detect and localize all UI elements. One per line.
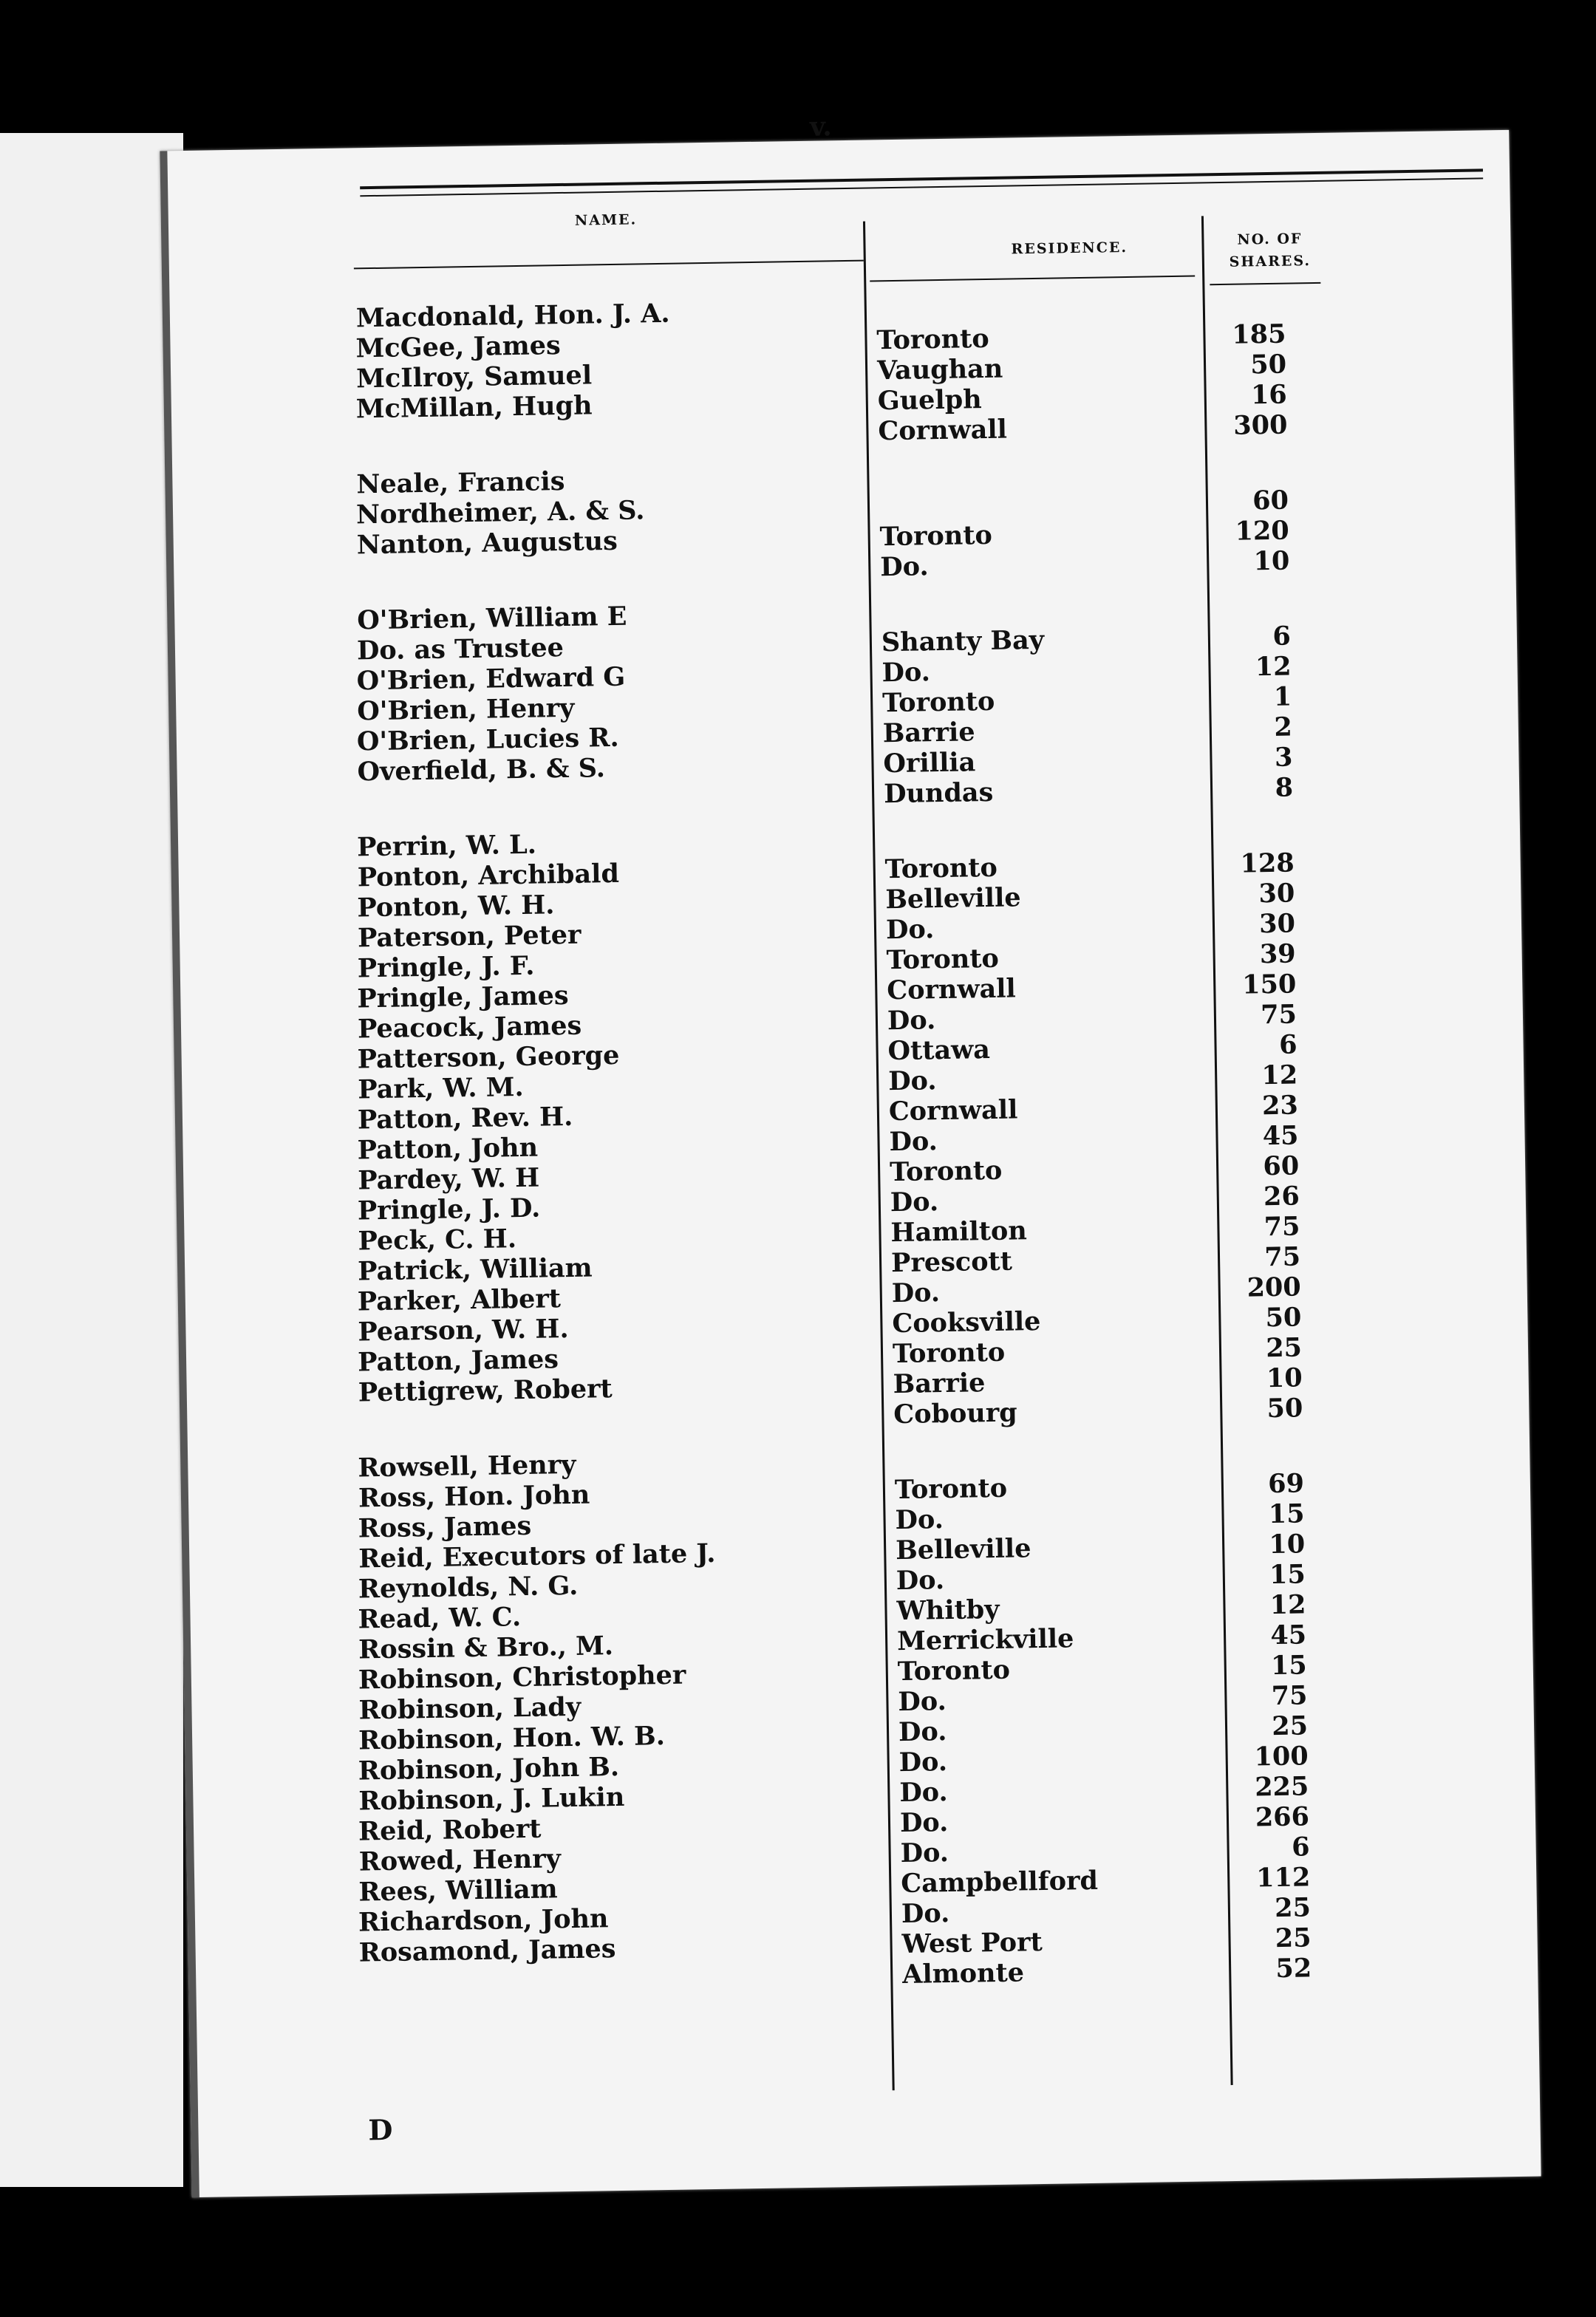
entry-name: Rossin & Bro., M. [358,1631,614,1665]
entry-shares: 10 [1269,1529,1306,1560]
facing-page-edge [0,133,183,2187]
entry-name: Reynolds, N. G. [358,1570,579,1605]
entry-residence: Barrie [893,1368,986,1400]
entry-residence: Dundas [883,777,994,810]
entry-residence: Vaughan [876,353,1003,386]
entry-name: Patrick, William [357,1252,593,1287]
entry-residence: Belleville [885,882,1021,915]
entry-shares: 128 [1240,847,1295,879]
entry-shares [1218,289,1285,290]
entry-residence: Prescott [890,1246,1013,1279]
entry-residence: Cobourg [893,1397,1018,1430]
entry-residence: Do. [898,1686,947,1718]
entry-shares: 12 [1261,1059,1298,1091]
entry-name: Neale, Francis [356,465,565,500]
entry-name: Robinson, Lady [358,1691,582,1726]
entry-residence: West Port [901,1927,1043,1960]
entry-residence: Do. [889,1126,938,1158]
entry-shares: 200 [1247,1272,1302,1303]
header-name: NAME. [574,211,638,229]
entry-residence: Do. [891,1277,941,1309]
entry-shares: 25 [1274,1892,1312,1924]
entry-name: Ponton, Archibald [357,858,620,893]
entry-shares: 50 [1250,349,1287,381]
entry-name: McMillan, Hugh [355,390,593,425]
entry-name: Ponton, W. H. [357,890,555,924]
entry-residence: Do. [901,1898,950,1930]
entry-residence: Belleville [895,1533,1031,1566]
entry-name: Nordheimer, A. & S. [355,495,645,530]
entry-residence: Toronto [897,1654,1011,1688]
entry-name: Pringle, J. D. [357,1192,541,1226]
entry-residence: Toronto [892,1337,1006,1370]
entry-shares: 10 [1266,1362,1303,1394]
entry-residence: Cornwall [887,973,1017,1006]
entry-name: Robinson, John B. [358,1752,620,1787]
entry-name: Reid, Executors of late J. [358,1538,716,1574]
entry-residence: Whitby [896,1594,1000,1627]
entry-name: Paterson, Peter [357,919,582,954]
entry-shares: 30 [1258,878,1295,910]
page-signature: v. [809,111,833,143]
entry-shares: 69 [1267,1468,1305,1500]
entry-shares: 2 [1274,712,1293,743]
entry-shares: 25 [1265,1332,1303,1364]
entry-residence: Guelph [877,384,982,417]
entry-residence: Cooksville [892,1306,1041,1340]
entry-shares: 100 [1254,1741,1309,1772]
entry-residence: Do. [895,1504,944,1536]
entry-shares: 12 [1269,1589,1306,1621]
entry-residence: Campbellford [900,1865,1099,1900]
entry-residence: Toronto [881,686,995,719]
entry-residence: Toronto [886,943,1000,976]
entry-residence: Do. [887,1065,937,1097]
entry-name: O'Brien, Lucies R. [356,722,619,757]
header-rule-shares [1210,282,1320,285]
entry-shares: 23 [1261,1090,1299,1122]
entry-residence: Almonte [901,1957,1025,1990]
entry-name: Patton, Rev. H. [357,1101,573,1136]
entry-shares [1237,1438,1303,1439]
entry-name: Peck, C. H. [358,1224,517,1257]
entry-residence: Barrie [882,717,975,749]
entry-residence: Do. [896,1565,945,1597]
entry-shares: 45 [1262,1120,1299,1152]
entry-name: Parker, Albert [357,1283,562,1317]
entry-residence: Do. [899,1777,948,1809]
entry-name: Robinson, J. Lukin [358,1781,625,1817]
entry-name: Overfield, B. & S. [357,753,606,788]
entry-shares: 6 [1291,1832,1310,1863]
entry-name: Richardson, John [358,1903,609,1938]
entry-shares: 60 [1252,485,1289,516]
entry-shares: 225 [1254,1771,1309,1803]
entry-name: Pringle, J. F. [357,950,535,984]
entry-residence: Ottawa [887,1034,991,1067]
entry-shares: 3 [1274,742,1293,773]
entry-shares: 50 [1266,1393,1303,1424]
entry-name: Pardey, W. H [357,1162,540,1196]
entry-residence: Do. [880,551,929,583]
header-rule-name [354,260,864,270]
entry-shares: 25 [1271,1710,1309,1742]
entry-residence: Toronto [894,1473,1008,1506]
entry-residence: Toronto [876,323,989,356]
entry-shares: 15 [1268,1498,1305,1530]
entry-shares: 120 [1235,515,1289,547]
entry-shares [1224,591,1290,592]
header-residence: RESIDENCE. [1011,239,1128,258]
entry-name: Pearson, W. H. [358,1314,569,1348]
entry-shares: 300 [1232,409,1288,441]
entry-shares: 185 [1232,318,1286,350]
entry-name: Rees, William [358,1874,558,1908]
entry-residence: Toronto [879,519,993,553]
entry-name: Robinson, Hon. W. B. [358,1721,666,1756]
entry-residence: Do. [881,657,931,689]
entry-name: Ross, James [358,1510,532,1544]
entry-residence: Do. [887,1005,936,1037]
entry-shares: 12 [1255,651,1292,683]
entry-shares: 15 [1270,1650,1308,1682]
entry-shares: 26 [1263,1181,1300,1212]
entry-shares: 45 [1270,1620,1307,1651]
entry-name: Do. as Trustee [356,632,565,666]
entry-shares: 266 [1255,1801,1310,1833]
entry-shares: 52 [1275,1953,1312,1985]
entry-residence: Toronto [889,1155,1003,1188]
entry-shares: 150 [1241,969,1297,1000]
entry-shares: 50 [1265,1302,1302,1334]
entry-name: Pringle, James [357,980,569,1014]
entry-name: Robinson, Christopher [358,1659,686,1696]
entry-shares: 8 [1275,772,1294,803]
entry-shares: 10 [1253,545,1290,577]
entry-residence: Orillia [883,747,976,779]
entry-shares: 75 [1271,1680,1308,1712]
entry-shares: 30 [1258,908,1296,940]
entry-name: McGee, James [355,330,561,364]
entry-name: Read, W. C. [358,1602,522,1635]
entry-name: Pettigrew, Robert [358,1374,613,1408]
entry-shares: 15 [1269,1559,1306,1591]
entry-residence: Do. [898,1716,947,1748]
entry-residence: Shanty Bay [881,624,1045,658]
entry-name: Rosamond, James [358,1934,616,1968]
entry-name: Nanton, Augustus [356,525,618,561]
entry-shares: 1 [1273,681,1292,712]
entry-shares: 75 [1264,1211,1300,1243]
entry-name: Reid, Robert [358,1813,542,1847]
entry-name: Peacock, James [357,1010,582,1045]
header-shares: NO. OF SHARES. [1229,231,1312,270]
entry-name: O'Brien, Edward G [356,661,626,697]
header-rule-residence [870,276,1195,282]
entry-residence: Do. [885,914,935,946]
entry-shares: 60 [1263,1150,1300,1182]
entry-residence: Do. [890,1187,939,1218]
entry-residence: Do. [899,1807,949,1839]
entry-shares: 6 [1272,621,1292,652]
entry-residence: Hamilton [890,1215,1028,1249]
footer-mark: D [368,2112,393,2147]
entry-residence: Toronto [884,852,998,885]
entry-residence: Do. [898,1747,948,1778]
entry-shares: 75 [1260,999,1297,1031]
entry-name: Patterson, George [357,1040,620,1075]
entry-name: O'Brien, William E [357,601,627,636]
entry-name: Rowsell, Henry [358,1449,576,1484]
entry-shares: 75 [1264,1241,1301,1273]
entry-shares: 112 [1255,1862,1311,1894]
entry-name: Perrin, W. L. [356,829,537,863]
entry-residence: Cornwall [878,414,1008,447]
entry-shares: 16 [1250,379,1288,411]
entry-residence: Do. [900,1837,949,1869]
entry-shares: 6 [1278,1029,1297,1060]
entry-shares [1221,455,1288,456]
entry-name: O'Brien, Henry [356,692,575,727]
entry-name: Rowed, Henry [358,1843,562,1877]
entry-name: Macdonald, Hon. J. A. [355,298,670,334]
entry-name: Patton, John [357,1132,539,1166]
entry-name: McIlroy, Samuel [355,360,593,395]
ledger-page [160,111,1541,2197]
entry-name: Park, W. M. [358,1071,524,1105]
entry-residence: Cornwall [888,1094,1018,1127]
entry-name: Ross, Hon. John [358,1479,590,1514]
entry-shares: 39 [1259,938,1296,970]
entry-shares: 25 [1275,1922,1312,1954]
entry-name: Patton, James [357,1344,559,1378]
entry-shares [1227,818,1294,819]
entry-residence: Merrickville [896,1623,1074,1657]
